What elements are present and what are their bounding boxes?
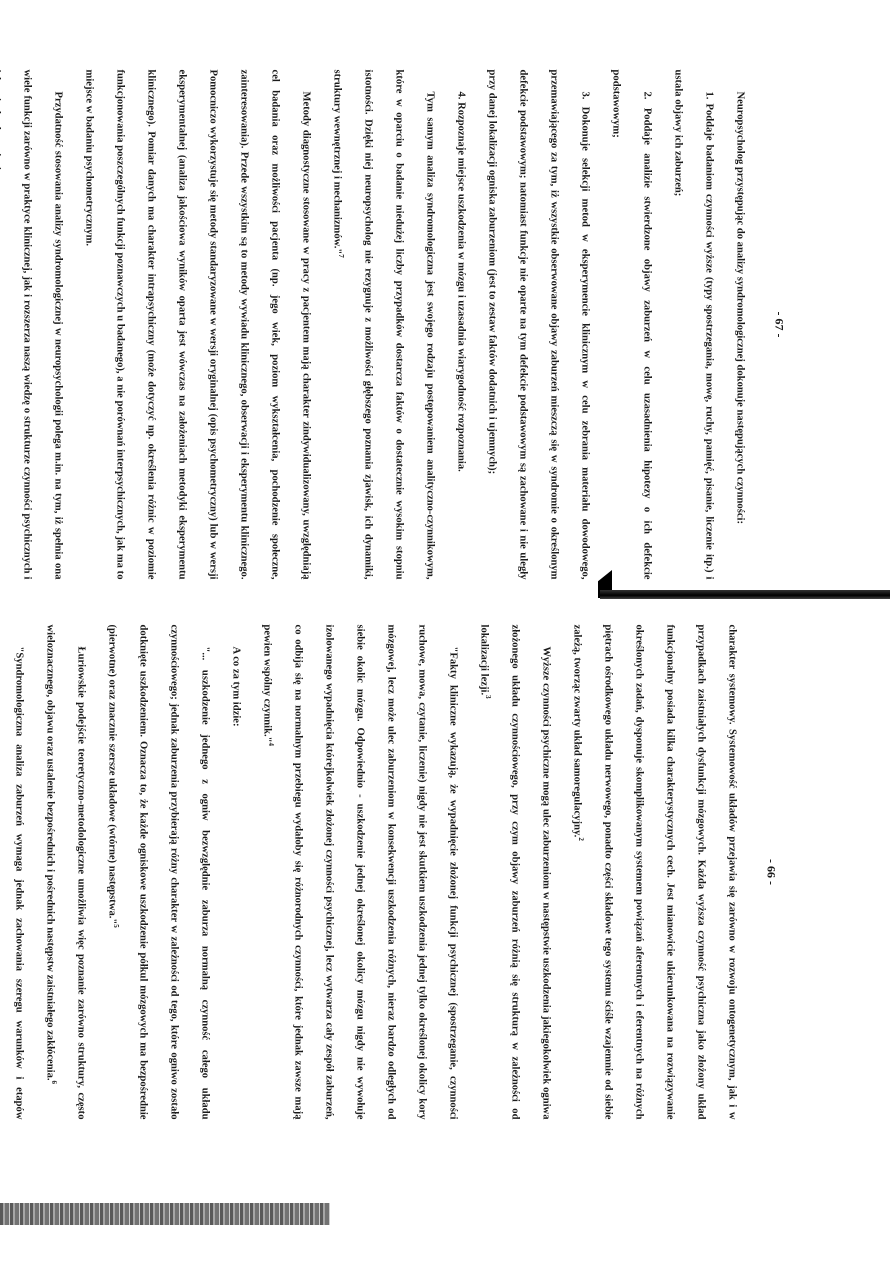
paragraph [446, 70, 477, 580]
paragraph-text: 3. Dokonuje selekcji metod w eksperymencie klinicznym w celu zebrania materiału dowodowego, przemawiającego za tym, iż wszystkie obserwowane objawy zaburzeń mieszczą się w syndromie o określonym defekcie podstawowym; natomiast funkcje nie oparte na tym defekcie podstawowym są zachowane i nie uległy przy danej lokalizacji ogniska zaburzeniom (jest to zestaw faktów dodatnich i ujemnych); [486, 69, 591, 580]
footnote-marker: 2 [577, 837, 586, 841]
paragraph [477, 70, 601, 580]
paragraph [0, 70, 74, 580]
paragraph-text: A co za tym idzie: [230, 646, 242, 727]
paragraph [221, 625, 252, 1120]
paragraph-text: "Fakty kliniczne wykazują, że wypadnięcie złożonej funkcji psychicznej (spostrzeganie, czynności ruchowe, mowa, czytanie, liczenie) nigdy nie jest skutkiem uszkodzenia jednej tylko określonej okolicy kory mózgowej, lecz może ulec zaburzeniom w konsekwencji uszkodzenia różnych, nieraz bardzo odległych od siebie okolic mózgu. Odpowiednio - uszkodzenie jednej określonej okolicy mózgu nigdy nie wywołuje izolowanego wypadnięcia którejkolwiek złożonej czynności psychicznej, lecz wytwarza cały zespół zaburzeń, co odbija się na normalnym przebiegu wydałoby się różnorodnych czynności, które jednak zawsze mają pewien wspólny czynnik." [261, 624, 459, 1120]
footnote-marker: 6 [50, 1080, 59, 1085]
page-body [0, 625, 748, 1120]
paragraph-text: Metody diagnostyczne stosowane w pracy z pacjentem mają charakter zindywidualizowany, uwzględniają cel badania oraz możliwości pacjenta (np. jego wiek, poziom wykształcenia, pochodzenie społeczne, zainteresowania). Przede wszystkim są to metody wywiadu klinicznego, obserwacji i eksperymentu klinicznego. Pomocniczo wykorzystuje się metody standaryzowane w wersji oryginalnej (opis psychometryczny) lub w wersji eksperymentalnej (analiza jakościowa wyników oparta jest wówczas na założeniach metodyki eksperymentu klinicznego). Pomiar danych ma charakter intrapsychiczny (może dotyczyć np. określenia różnic w poziomie funkcjonowania poszczególnych funkcji poznawczych u badanego), a nie porównań interpsychicznych, jak ma to miejsce w badaniu psychometrycznym. [83, 69, 312, 580]
paragraph [663, 70, 725, 580]
paragraph-text: Tym samym analiza syndromologiczna jest swojego rodzaju postępowaniem analityczno-czynnikowym, które w oparciu o badanie niedużej liczby przypadków dostarcza faktów o dostatecznie wysokim stopniu istotności. Dzięki niej neuropsycholog nie rezygnuje z możliwości głębszego poznania zjawisk, ich dynamiki, struktury wewnętrznej i mechanizmów." [331, 69, 436, 580]
paragraph [725, 70, 756, 580]
paragraph [562, 625, 748, 1120]
paragraph-text: "... uszkodzenie jednego z ogniw bezwzględnie zaburza normalną czynność całego układu czynnościowego; jednak zaburzenia przybierają różny charakter w zależności od tego, które ogniwo zostało dotknięte uszkodzeniem. Oznacza to, że każde ogniskowe uszkodzenie półkul mózgowych ma bezpośrednie (pierwotne) oraz znacznie szersze układowe (wtórne) następstwa." [106, 624, 211, 1120]
paragraph [74, 70, 322, 580]
paragraph [35, 625, 97, 1120]
paragraph-text: Wyższe czynności psychiczne mogą ulec zaburzeniom w następstwie uszkodzenia jakiegokolwiek ogniwa złożonego układu czynnościowego, przy czym objawy zaburzeń różnią się strukturą w zależności od lokalizacji lezji. [478, 624, 552, 1120]
page-67 [21, 69, 790, 580]
paragraph-text: 1. Poddaje badaniom czynności wyższe (typy spostrzegania, mowę, ruchy, pamięć, pisanie, liczenie itp.) i ustala objawy ich zaburzeń; [672, 69, 715, 580]
footnote-marker: 7 [337, 254, 346, 258]
paragraph [322, 70, 446, 580]
paragraph-text: 4. Rozpoznaje miejsce uszkodzenia w mózgu i uzasadnia wiarygodność rozpoznania. [455, 91, 467, 472]
paragraph [601, 70, 663, 580]
page-number: - 66 - [764, 859, 779, 885]
paragraph-text: 2. Poddaje analizie stwierdzone objawy zaburzeń w celu uzasadnienia hipotezy o ich defekcie podstawowym; [610, 69, 653, 580]
page-gutter-shadow [600, 590, 890, 599]
footnote-marker: 5 [112, 924, 121, 928]
page-body [0, 70, 756, 580]
paragraph [0, 625, 35, 1120]
paragraph-text: Łuriowskie podejście teoretyczno-metodologiczne umożliwia więc poznanie zarówno struktury, często wieloznacznego, objawu oraz ustalenie bezpośrednich i pośrednich następstw zaistniałego zakłócenia. [44, 624, 87, 1120]
paragraph [469, 625, 562, 1120]
paragraph-text: "Syndromologiczna analiza zaburzeń wymaga jednak zachowania szeregu warunków i etapów [13, 646, 25, 1120]
page-66 [13, 624, 782, 1120]
page-number: - 67 - [772, 311, 787, 338]
paragraph-text: Neuropsycholog przystępując do analizy syndromologicznej dokonuje następujących czynności: [734, 91, 746, 524]
footnote-marker: 4 [267, 742, 276, 747]
scan-edge-strip [0, 1203, 330, 1225]
footnote-marker: 3 [484, 695, 493, 699]
paragraph-text: Przydatność stosowania analizy syndromologicznej w neuropsychologii polega m.in. na tym, iż spełnia ona wiele funkcji zarówno w praktyce klinicznej, jak i rozszerza naszą wiedzę o strukturze czynności psychicznych i [21, 69, 64, 580]
paragraph [252, 625, 469, 1120]
paragraph-text: charakter systemowy. Systemowość układów przejawia się zarówno w rozwoju ontogenetycznym, jak i w przypadkach zaistniałych dysfunkcji mózgowych. Każda wyższa czynność psychiczna jako złożony układ funkcjonalny posiada kilka charakterystycznych cech. Jest mianowicie ukierunkowana na rozwiązywanie określonych zadań, dysponuje skomplikowanym systemem powiązań aferentnych i eferentnych na różnych piętrach ośrodkowego układu nerwowego, ponadto części składowe tego systemu ściśle wzajemnie od siebie zależą, tworząc zwarty układ samoregulacyjny. [571, 624, 738, 1120]
paragraph [97, 625, 221, 1120]
